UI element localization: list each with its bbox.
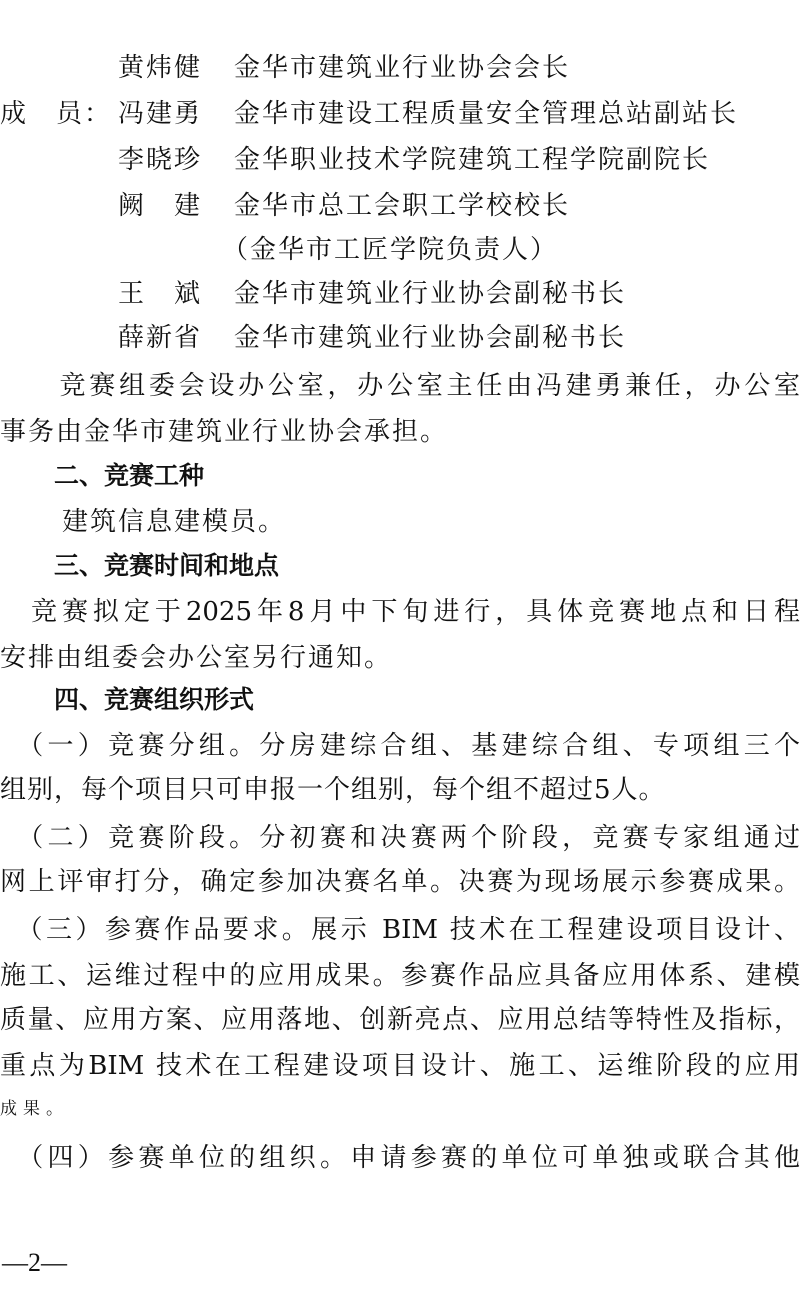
member-name: 王 斌 — [118, 279, 203, 309]
section-text: （一）竞赛分组。分房建综合组、基建综合组、专项组三个 — [0, 731, 800, 761]
member-title-note: （金华市工匠学院负责人） — [222, 235, 559, 265]
member-name: 黄炜健 — [118, 53, 203, 83]
section-text: 施工、运维过程中的应用成果。参赛作品应具备应用体系、建模 — [0, 961, 800, 991]
section-text: 网上评审打分，确定参加决赛名单。决赛为现场展示参赛成果。 — [0, 867, 800, 897]
section-text: （四）参赛单位的组织。申请参赛的单位可单独或联合其他 — [0, 1143, 800, 1173]
section-text: （三）参赛作品要求。展示 BIM 技术在工程建设项目设计、 — [0, 915, 800, 945]
section-text: 组别，每个项目只可申报一个组别，每个组不超过5人。 — [0, 775, 666, 805]
section-text: 竞赛拟定于2025年8月中下旬进行，具体竞赛地点和日程 — [0, 597, 800, 627]
section-text: 重点为BIM 技术在工程建设项目设计、施工、运维阶段的应用 — [0, 1051, 800, 1081]
member-name: 李晓珍 — [118, 145, 203, 175]
office-paragraph-line: 事务由金华市建筑业行业协会承担。 — [0, 417, 449, 447]
section-heading: 四、竞赛组织形式 — [54, 685, 255, 714]
member-title: 金华市建筑业行业协会副秘书长 — [234, 279, 627, 309]
section-text: 成果。 — [0, 1099, 69, 1119]
member-title: 金华市建筑业行业协会副秘书长 — [234, 323, 627, 353]
member-title: 金华市建筑业行业协会会长 — [234, 53, 571, 83]
member-name: 薛新省 — [118, 323, 203, 353]
section-text: （二）竞赛阶段。分初赛和决赛两个阶段，竞赛专家组通过 — [0, 823, 800, 853]
member-title: 金华市建设工程质量安全管理总站副站长 — [234, 99, 739, 129]
member-title: 金华职业技术学院建筑工程学院副院长 — [234, 145, 711, 175]
section-text: 质量、应用方案、应用落地、创新亮点、应用总结等特性及指标， — [0, 1005, 800, 1035]
office-paragraph-line: 竞赛组委会设办公室，办公室主任由冯建勇兼任，办公室 — [0, 371, 800, 401]
member-name: 阙 建 — [118, 191, 203, 221]
member-name: 冯建勇 — [118, 99, 203, 129]
section-heading: 二、竞赛工种 — [54, 461, 205, 490]
section-text: 安排由组委会办公室另行通知。 — [0, 643, 393, 673]
section-heading: 三、竞赛时间和地点 — [54, 551, 280, 580]
page-number: —2— — [2, 1248, 67, 1277]
section-text: 建筑信息建模员。 — [62, 507, 287, 537]
member-title: 金华市总工会职工学校校长 — [234, 191, 571, 221]
members-label: 成 员： — [0, 99, 113, 129]
